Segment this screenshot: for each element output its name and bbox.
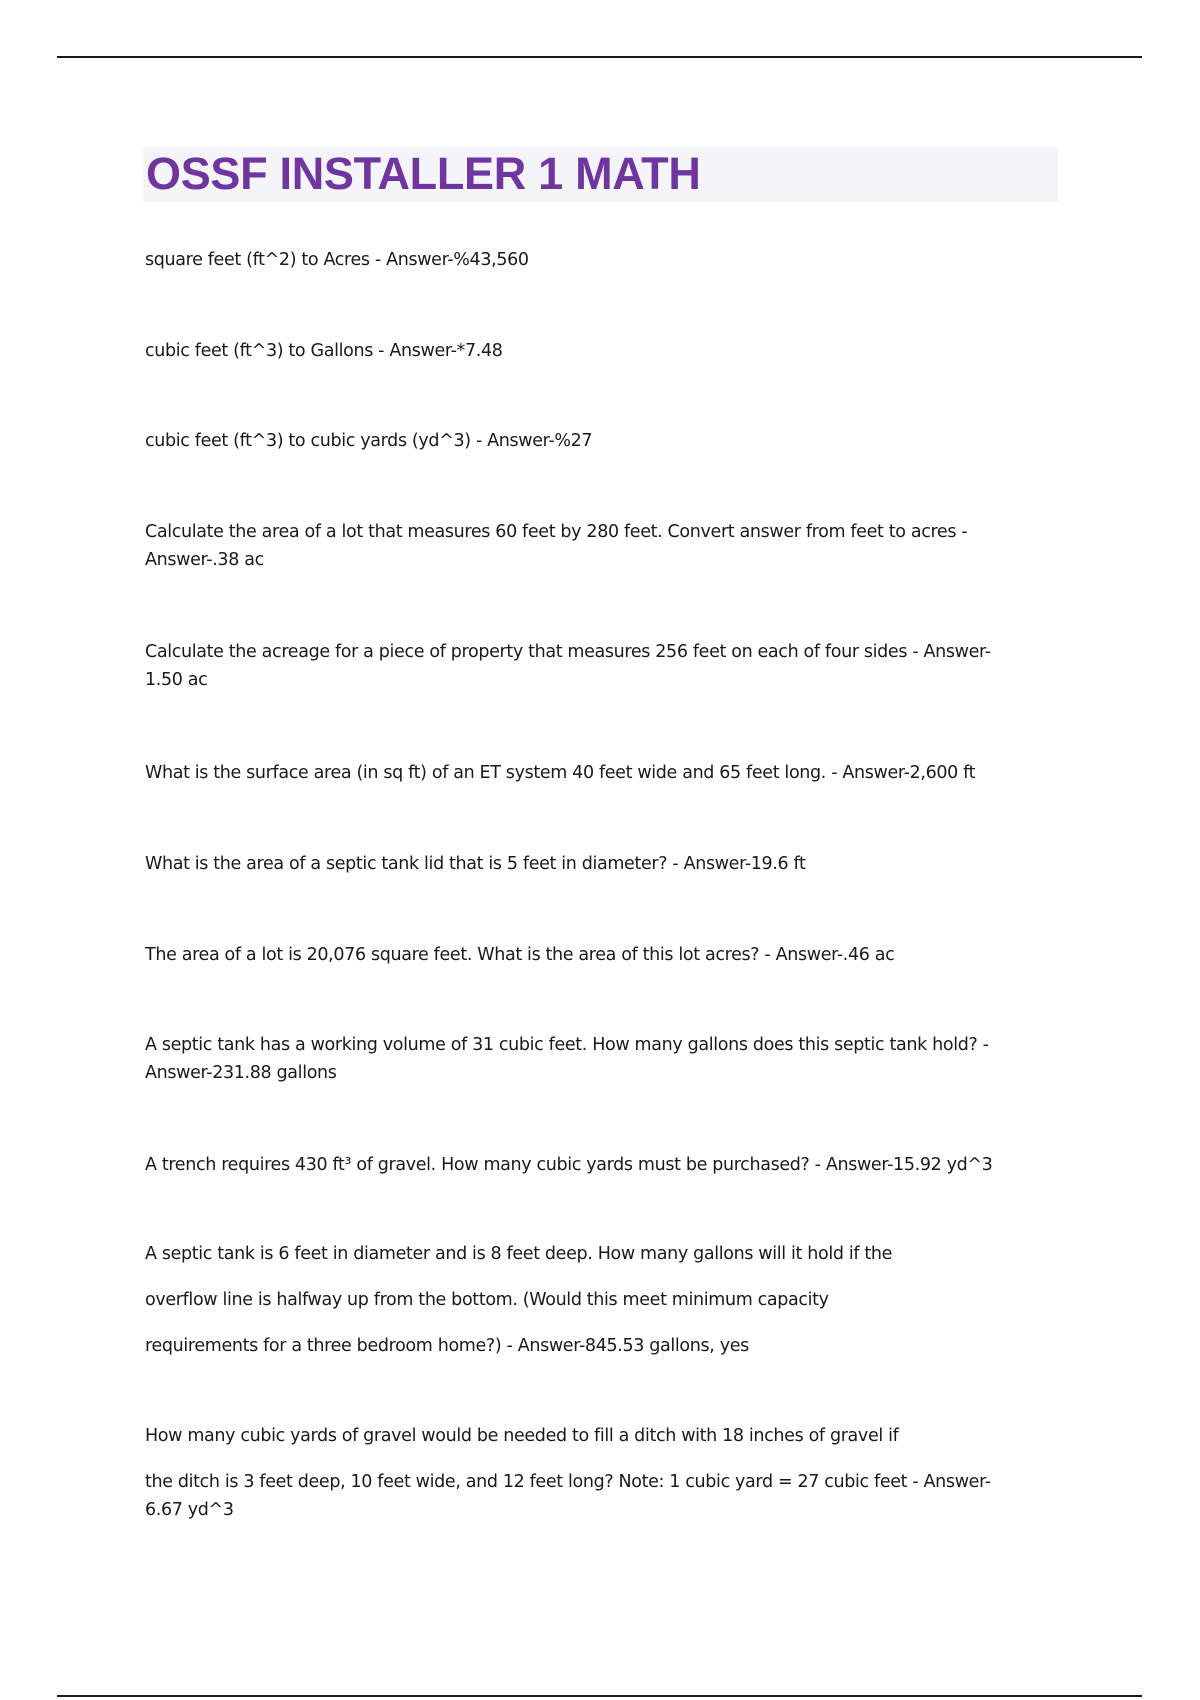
qa-item-3 <box>145 427 1045 455</box>
qa-line: Calculate the area of a lot that measures 60 feet by 280 feet. Convert answer from feet to acres - <box>145 522 968 542</box>
qa-item-7 <box>145 850 1045 878</box>
qa-item-4 <box>145 518 1045 574</box>
qa-line: cubic feet (ft^3) to cubic yards (yd^3) - Answer-%27 <box>145 431 593 451</box>
qa-item-8 <box>145 941 1045 969</box>
top-rule <box>57 56 1142 58</box>
document-title: OSSF INSTALLER 1 MATH <box>146 148 701 199</box>
qa-line: square feet (ft^2) to Acres - Answer-%43,560 <box>145 250 529 270</box>
qa-item-5 <box>145 638 1045 694</box>
qa-item-10 <box>145 1151 1045 1179</box>
qa-line: 6.67 yd^3 <box>145 1500 234 1520</box>
qa-line: Answer-.38 ac <box>145 550 264 570</box>
qa-line: A septic tank is 6 feet in diameter and is 8 feet deep. How many gallons will it hold if the <box>145 1244 893 1264</box>
qa-line: A trench requires 430 ft³ of gravel. How many cubic yards must be purchased? - Answer-15.92 yd^3 <box>145 1155 993 1175</box>
qa-item-12 <box>145 1422 1045 1524</box>
qa-item-6 <box>145 759 1045 787</box>
qa-line: The area of a lot is 20,076 square feet. What is the area of this lot acres? - Answer-.46 ac <box>145 945 895 965</box>
qa-line: requirements for a three bedroom home?) - Answer-845.53 gallons, yes <box>145 1336 749 1356</box>
qa-line: 1.50 ac <box>145 670 208 690</box>
qa-line: What is the area of a septic tank lid that is 5 feet in diameter? - Answer-19.6 ft <box>145 854 806 874</box>
qa-line: What is the surface area (in sq ft) of an ET system 40 feet wide and 65 feet long. - Answer-2,600 ft <box>145 763 976 783</box>
qa-line: Answer-231.88 gallons <box>145 1063 337 1083</box>
qa-item-11 <box>145 1231 1045 1369</box>
qa-line: cubic feet (ft^3) to Gallons - Answer-*7.48 <box>145 341 503 361</box>
qa-item-2 <box>145 337 1045 365</box>
bottom-rule <box>57 1695 1142 1697</box>
qa-line: A septic tank has a working volume of 31 cubic feet. How many gallons does this septic tank hold? - <box>145 1035 989 1055</box>
qa-line: Calculate the acreage for a piece of property that measures 256 feet on each of four sides - Answer- <box>145 642 991 662</box>
qa-line: the ditch is 3 feet deep, 10 feet wide, and 12 feet long? Note: 1 cubic yard = 27 cubic feet - Answer- <box>145 1472 991 1492</box>
qa-item-9 <box>145 1031 1045 1087</box>
qa-item-1 <box>145 246 1045 274</box>
qa-line: overflow line is halfway up from the bottom. (Would this meet minimum capacity <box>145 1290 829 1310</box>
qa-line: How many cubic yards of gravel would be needed to fill a ditch with 18 inches of gravel if <box>145 1426 899 1446</box>
